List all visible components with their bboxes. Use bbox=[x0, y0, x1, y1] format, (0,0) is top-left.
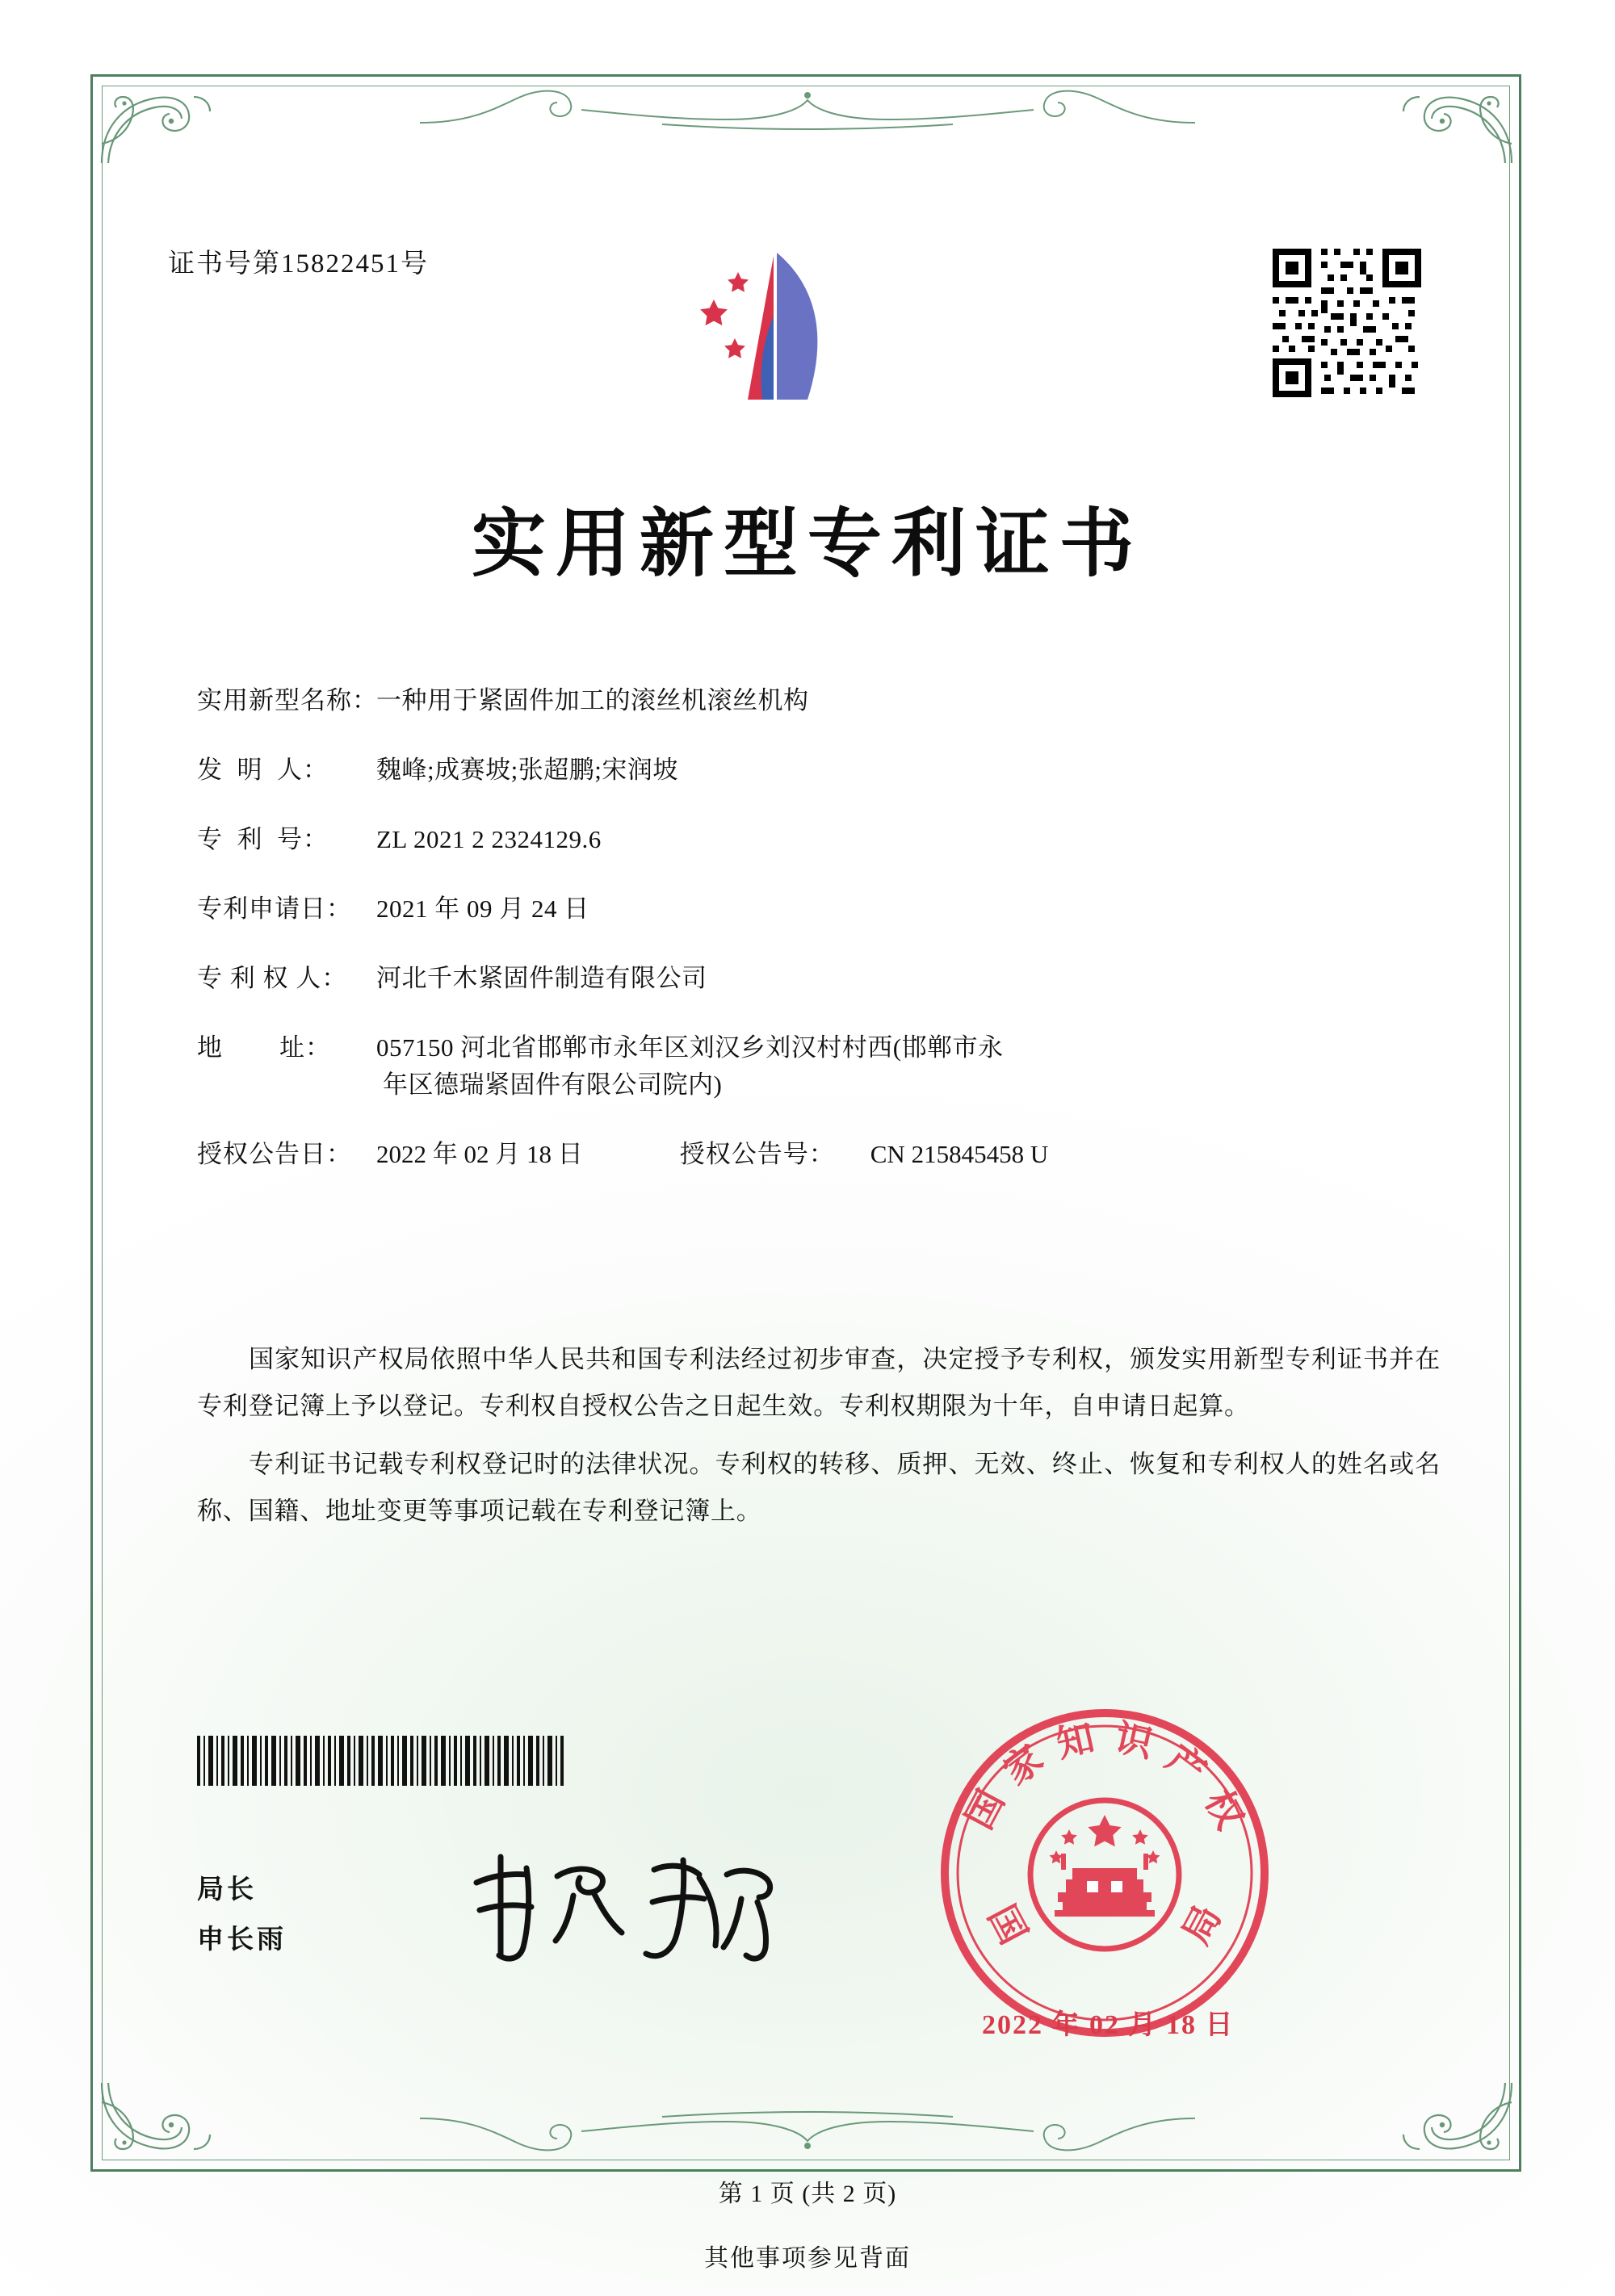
page-title: 实用新型专利证书 bbox=[471, 503, 1143, 585]
svg-text:局: 局 bbox=[1175, 1898, 1229, 1951]
cnipa-logo-icon bbox=[678, 238, 880, 412]
page-indicator: 第 1 页 (共 2 页) bbox=[718, 2181, 897, 2207]
field-patent-number bbox=[197, 821, 1424, 858]
svg-text:家: 家 bbox=[996, 1737, 1051, 1793]
field-value-grant-number: CN 215845458 U bbox=[870, 1140, 1049, 1168]
paragraph-2: 专利证书记载专利权登记时的法律状况。专利权的转移、质押、无效、终止、恢复和专利权人的姓名或名称、国籍、地址变更等事项记载在专利登记簿上。 bbox=[197, 1450, 1441, 1525]
back-side-note: 其他事项参见背面 bbox=[704, 2245, 911, 2272]
field-label-grant-date: 授权公告日： bbox=[197, 1140, 352, 1168]
field-label: 专利申请日： bbox=[197, 895, 352, 923]
field-application-date bbox=[197, 890, 1424, 928]
field-label: 专 利 权 人： bbox=[197, 964, 348, 992]
field-list bbox=[197, 682, 1424, 1205]
svg-text:国: 国 bbox=[980, 1898, 1034, 1951]
address-line-2: 年区德瑞紧固件有限公司院内) bbox=[383, 1070, 723, 1099]
certificate-number: 证书号第15822451号 bbox=[168, 249, 429, 279]
field-grant-announcement bbox=[197, 1136, 1424, 1173]
corner-ornament-icon bbox=[1395, 81, 1516, 168]
svg-text:知: 知 bbox=[1052, 1716, 1098, 1766]
legal-text bbox=[197, 1336, 1441, 1546]
field-patentee bbox=[197, 960, 1424, 997]
top-edge-ornament-icon bbox=[420, 78, 1195, 134]
svg-text:产: 产 bbox=[1159, 1737, 1214, 1793]
svg-text:国: 国 bbox=[958, 1783, 1013, 1836]
director-label-block bbox=[197, 1865, 287, 1965]
field-value bbox=[376, 1029, 1424, 1104]
field-value: 河北千木紧固件制造有限公司 bbox=[376, 964, 707, 992]
field-label: 专 利 号： bbox=[197, 825, 329, 853]
svg-text:识: 识 bbox=[1111, 1716, 1157, 1766]
qr-code-icon bbox=[1266, 242, 1428, 404]
field-label-grant-number: 授权公告号： bbox=[679, 1140, 835, 1168]
field-utility-model-name bbox=[197, 682, 1424, 719]
field-label: 发 明 人： bbox=[197, 756, 329, 784]
field-value: 一种用于紧固件加工的滚丝机滚丝机构 bbox=[376, 686, 809, 714]
corner-ornament-icon bbox=[97, 81, 218, 168]
field-inventors bbox=[197, 752, 1424, 789]
barcode bbox=[197, 1736, 617, 1786]
director-name: 申长雨 bbox=[197, 1925, 287, 1955]
address-line-1: 057150 河北省邯郸市永年区刘汉乡刘汉村村西(邯郸市永 bbox=[376, 1033, 1004, 1062]
corner-ornament-icon bbox=[1395, 2078, 1516, 2165]
field-address bbox=[197, 1029, 1424, 1104]
corner-ornament-icon bbox=[97, 2078, 218, 2165]
director-signature bbox=[452, 1833, 791, 1978]
field-value: 2021 年 09 月 24 日 bbox=[376, 895, 589, 923]
field-value-grant-date: 2022 年 02 月 18 日 bbox=[376, 1140, 583, 1168]
field-value: 魏峰;成赛坡;张超鹏;宋润坡 bbox=[376, 756, 678, 784]
field-value: ZL 2021 2 2324129.6 bbox=[376, 825, 602, 853]
bottom-edge-ornament-icon bbox=[420, 2107, 1195, 2164]
official-seal bbox=[935, 1703, 1274, 2043]
field-label: 地 址： bbox=[197, 1033, 331, 1062]
svg-text:权: 权 bbox=[1197, 1783, 1252, 1836]
director-title: 局长 bbox=[197, 1875, 257, 1904]
field-label: 实用新型名称： bbox=[197, 686, 378, 714]
paragraph-1: 国家知识产权局依照中华人民共和国专利法经过初步审查，决定授予专利权，颁发实用新型专利证书并在专利登记簿上予以登记。专利权自授权公告之日起生效。专利权期限为十年，自申请日起算。 bbox=[197, 1345, 1441, 1420]
seal-date: 2022 年 02 月 18 日 bbox=[982, 2010, 1235, 2040]
